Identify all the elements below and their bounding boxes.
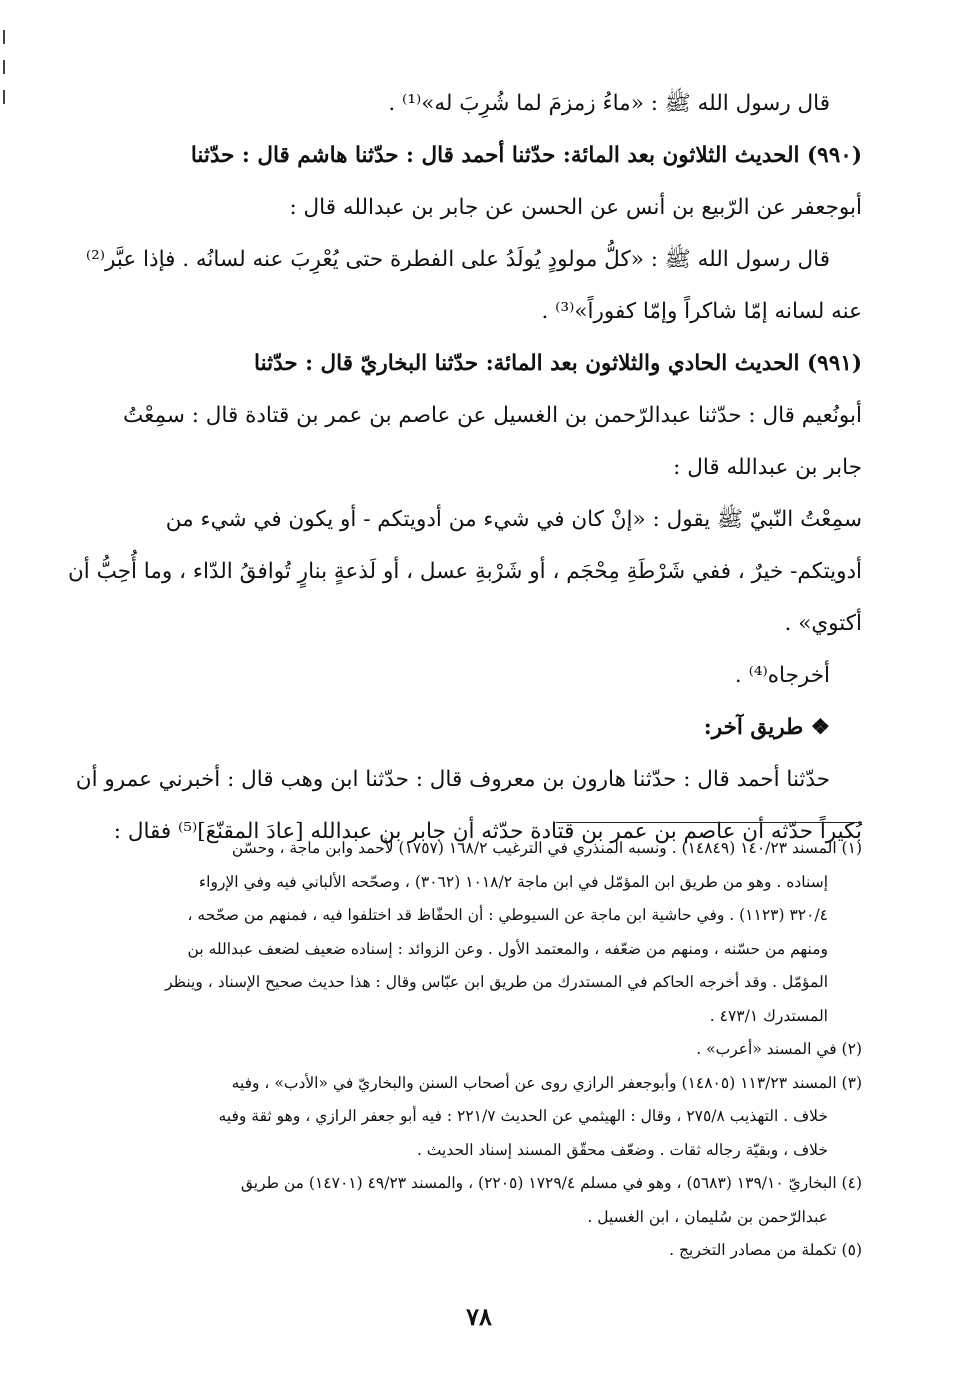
text-line: حدّثنا أحمد قال : حدّثنا هارون بن معروف قال : حدّثنا ابن وهب قال : أخبرني عمرو أن [75, 767, 830, 792]
page-number: ٧٨ [466, 1302, 492, 1331]
section-heading-another-route: ❖ طريق آخر: [703, 715, 830, 740]
text-line: قال رسول الله ﷺ : «ماءُ زمزمَ لما شُرِبَ له»⁽¹⁾ . [388, 91, 830, 116]
text-line: عنه لسانه إمّا شاكراً وإمّا كفوراً»⁽³⁾ . [541, 299, 862, 324]
text-line: سمِعْتُ النّبيّ ﷺ يقول : «إنْ كان في شيء من أدويتكم - أو يكون في شيء من [165, 507, 862, 532]
footnote-line: المؤمّل . وقد أخرجه الحاكم في المستدرك من طريق ابن عبّاس وقال : هذا حديث صحيح الإسناد ، وينظر [165, 973, 828, 991]
text-line: جابر بن عبدالله قال : [673, 455, 862, 480]
footnote-line: عبدالرّحمن بن سُليمان ، ابن الغسيل . [587, 1207, 828, 1226]
footnote-line: (٢) في المسند «أعرب» . [696, 1040, 862, 1058]
footnote-line: (٣) المسند ١١٣/٢٣ (١٤٨٠٥) وأبوجعفر الرازي روى عن أصحاب السنن والبخاريّ في «الأدب» ، وفيه [231, 1073, 862, 1092]
footnote-line: خلاف ، وبقيّة رجاله ثقات . وضعّف محقّق المسند إسناد الحديث . [416, 1140, 828, 1159]
text-line: أخرجاه⁽⁴⁾ . [734, 663, 830, 688]
binding-mark [3, 30, 5, 44]
footnote-line: (٥) تكملة من مصادر التخريج . [669, 1241, 862, 1259]
footnotes [100, 832, 862, 1268]
hadith-990-heading: (٩٩٠) الحديث الثلاثون بعد المائة: حدّثنا أحمد قال : حدّثنا هاشم قال : حدّثنا [190, 143, 862, 168]
hadith-991-heading: (٩٩١) الحديث الحادي والثلاثون بعد المائة: حدّثنا البخاريّ قال : حدّثنا [254, 351, 862, 376]
text-line: قال رسول الله ﷺ : «كلُّ مولودٍ يُولَدُ على الفطرة حتى يُعْرِبَ عنه لسانُه . فإذا عبَّر⁽²⁾ [85, 247, 830, 272]
binding-mark [3, 60, 5, 74]
text-line: أكتوي» . [784, 611, 862, 636]
text-line: أدويتكم- خيرٌ ، ففي شَرْطَةِ مِحْجَم ، أو شَرْبةِ عسل ، أو لَذعةٍ بنارٍ تُوافقُ الدّاء ، وما أُحِبُّ أن [67, 559, 862, 584]
text-line: أبونُعيم قال : حدّثنا عبدالرّحمن بن الغسيل عن عاصم بن عمر بن قتادة قال : سمِعْتُ [122, 403, 862, 428]
footnote-line: ٣٢٠/٤ (١١٢٣) . وفي حاشية ابن ماجة عن السيوطي : أن الحفّاظ قد اختلفوا فيه ، فمنهم من صحّحه ، [187, 906, 828, 924]
footnote-line: (١) المسند ١٤٠/٢٣ (١٤٨٤٩) . ونسبه المنذري في الترغيب ١٦٨/٢ (١٧٥٧) لأحمد وابن ماجة ، وحسّن [231, 839, 862, 857]
footnote-line: ومنهم من حسّنه ، ومنهم من ضعّفه ، والمعتمد الأول . وعن الزوائد : إسناده ضعيف لضعف عبدالله بن [187, 939, 828, 958]
footnote-line: المستدرك ٤٧٣/١ . [709, 1006, 828, 1025]
text-line: بُكيراً حدّثه أن عاصم بن عمر بن قتادة حدّثه أن جابر بن عبدالله [عادَ المقنّعَ]⁽⁵⁾ فقال : [113, 819, 862, 844]
text-line: أبوجعفر عن الرّبيع بن أنس عن الحسن عن جابر بن عبدالله قال : [289, 195, 862, 220]
footnote-line: إسناده . وهو من طريق ابن المؤمّل في ابن ماجة ١٠١٨/٢ (٣٠٦٢) ، وصحّحه الألباني فيه وفي الإرواء [198, 872, 828, 891]
footnote-line: (٤) البخاريّ ١٣٩/١٠ (٥٦٨٣) ، وهو في مسلم ١٧٢٩/٤ (٢٢٠٥) ، والمسند ٤٩/٢٣ (١٤٧٠١) من طريق [240, 1174, 862, 1192]
main-text [67, 78, 862, 858]
binding-edge-marks [2, 30, 5, 120]
binding-mark [3, 90, 5, 104]
footnote-divider [556, 822, 862, 823]
footnote-line: خلاف . التهذيب ٢٧٥/٨ ، وقال : الهيثمي عن الحديث ٢٢١/٧ : فيه أبو جعفر الرازي ، وهو ثقة وفيه [218, 1107, 828, 1125]
